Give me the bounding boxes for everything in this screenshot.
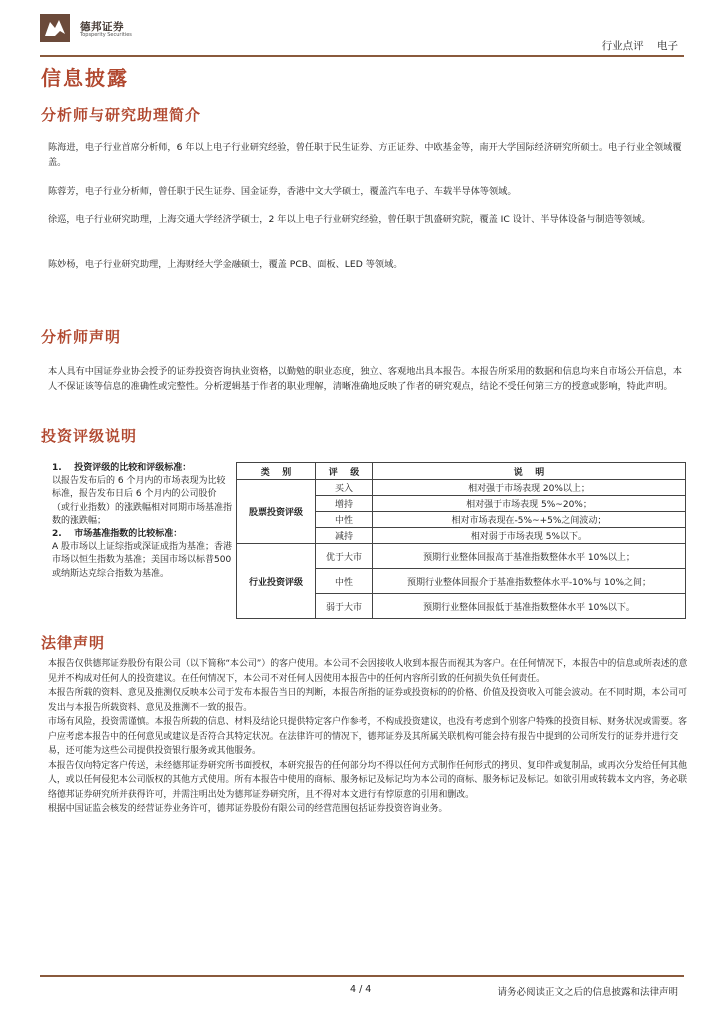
legal-statement xyxy=(48,657,688,817)
footer-disclaimer: 请务必阅读正文之后的信息披露和法律声明 xyxy=(497,987,678,998)
footer-divider xyxy=(40,975,684,977)
table-header-level: 评 级 xyxy=(316,463,373,480)
rating-desc: 预期行业整体回报高于基准指数整体水平 10%以上； xyxy=(373,544,686,569)
rating-desc: 相对强于市场表现 5%~20%； xyxy=(373,496,686,512)
industry-rating-category: 行业投资评级 xyxy=(237,544,316,619)
rating-desc: 相对市场表现在-5%~+5%之间波动； xyxy=(373,512,686,528)
page-number: 4 / 4 xyxy=(350,984,372,995)
rating-table xyxy=(236,462,686,619)
analyst-statement-text: 本人具有中国证券业协会授予的证券投资咨询执业资格，以勤勉的职业态度，独立、客观地出具本报告。本报告所采用的数据和信息均来自市场公开信息，本人不保证该等信息的准确性或完整性。分析逻辑基于作者的职业理解，清晰准确地反映了作者的研究观点，结论不受任何第三方的授意或影响，特此声明。 xyxy=(48,366,682,392)
rating-level: 弱于大市 xyxy=(316,594,373,619)
section-heading-rating: 投资评级说明 xyxy=(41,427,138,445)
rating-criteria xyxy=(52,462,234,617)
rating-criteria-title-1: 1. 投资评级的比较和评级标准： xyxy=(52,463,192,473)
analyst-bio-3: 徐巡，电子行业研究助理，上海交通大学经济学硕士，2 年以上电子行业研究经验，曾任职于凯盛研究院，覆盖 IC 设计、半导体设备与制造等领域。 xyxy=(48,214,651,225)
rating-desc: 预期行业整体回报介于基准指数整体水平-10%与 10%之间； xyxy=(373,569,686,594)
rating-desc: 相对弱于市场表现 5%以下。 xyxy=(373,528,686,544)
rating-desc: 相对强于市场表现 20%以上； xyxy=(373,480,686,496)
table-row xyxy=(237,480,686,496)
section-heading-analyst-intro: 分析师与研究助理简介 xyxy=(41,106,202,124)
table-header-desc: 说 明 xyxy=(373,463,686,480)
legal-paragraph: 本报告所载的资料、意见及推测仅反映本公司于发布本报告当日的判断，本报告所指的证券或投资标的的价格、价值及投资收入可能会波动。在不同时期，本公司可发出与本报告所载资料、意见及推测不一致的报告。 xyxy=(48,688,687,713)
analyst-bio-1: 陈海进，电子行业首席分析师，6 年以上电子行业研究经验，曾任职于民生证券、方正证券、中欧基金等，南开大学国际经济研究所硕士。电子行业全领域覆盖。 xyxy=(48,142,682,168)
section-heading-legal: 法律声明 xyxy=(41,634,106,652)
stock-rating-category: 股票投资评级 xyxy=(237,480,316,544)
logo-subtitle: Topsperity Securities xyxy=(80,32,132,38)
table-header-row xyxy=(237,463,686,480)
rating-level: 减持 xyxy=(316,528,373,544)
rating-criteria-text-1: 以报告发布后的 6 个月内的市场表现为比较标准，报告发布日后 6 个月内的公司股价（或行业指数）的涨跌幅相对同期市场基准指数的涨跌幅； xyxy=(52,476,233,526)
rating-level: 增持 xyxy=(316,496,373,512)
analyst-bio-4: 陈妙杨，电子行业研究助理，上海财经大学金融硕士，覆盖 PCB、面板、LED 等领域。 xyxy=(48,259,403,270)
legal-paragraph: 本报告仅向特定客户传送，未经德邦证券研究所书面授权，本研究报告的任何部分均不得以任何方式制作任何形式的拷贝、复印件或复制品，或再次分发给任何其他人，或以任何侵犯本公司版权的其他方式使用。所有本报告中使用的商标、服务标记及标记均为本公司的商标、服务标记及标记。如欲引用或转载本文内容，务必联络德邦证券研究所并获得许可，并需注明出处为德邦证券研究所，且不得对本文进行有悖原意的引用和删改。 xyxy=(48,760,687,800)
rating-level: 中性 xyxy=(316,512,373,528)
analyst-bio-2: 陈蓉芳，电子行业分析师，曾任职于民生证券、国金证券，香港中文大学硕士，覆盖汽车电子、车载半导体等领域。 xyxy=(48,186,517,197)
rating-criteria-text-2: A 股市场以上证综指或深证成指为基准；香港市场以恒生指数为基准；美国市场以标普500或纳斯达克综合指数为基准。 xyxy=(52,542,233,579)
logo-name: 德邦证券 xyxy=(80,21,124,33)
rating-level: 中性 xyxy=(316,569,373,594)
header-divider xyxy=(40,55,684,57)
page-header xyxy=(0,0,724,60)
rating-block xyxy=(52,462,686,617)
header-category: 行业点评 电子 xyxy=(601,40,678,52)
table-header-category: 类 别 xyxy=(237,463,316,480)
legal-paragraph: 根据中国证监会核发的经营证券业务许可，德邦证券股份有限公司的经营范围包括证券投资咨询业务。 xyxy=(48,804,448,814)
legal-paragraph: 本报告仅供德邦证券股份有限公司（以下简称“本公司”）的客户使用。本公司不会因接收人收到本报告而视其为客户。在任何情况下，本报告中的信息或所表述的意见并不构成对任何人的投资建议。在任何情况下，本公司不对任何人因使用本报告中的任何内容所引致的任何损失负任何责任。 xyxy=(48,659,688,684)
company-logo-icon xyxy=(40,14,70,42)
rating-desc: 预期行业整体回报低于基准指数整体水平 10%以下。 xyxy=(373,594,686,619)
legal-paragraph: 市场有风险，投资需谨慎。本报告所载的信息、材料及结论只提供特定客户作参考，不构成投资建议，也没有考虑到个别客户特殊的投资目标、财务状况或需要。客户应考虑本报告中的任何意见或建议是否符合其特定状况。在法律许可的情况下，德邦证券及其所属关联机构可能会持有报告中提到的公司所发行的证券并进行交易，还可能为这些公司提供投资银行服务或其他服务。 xyxy=(48,717,687,756)
rating-level: 买入 xyxy=(316,480,373,496)
page-title: 信息披露 xyxy=(41,66,129,90)
rating-level: 优于大市 xyxy=(316,544,373,569)
rating-criteria-title-2: 2. 市场基准指数的比较标准： xyxy=(52,529,183,540)
section-heading-analyst-statement: 分析师声明 xyxy=(41,328,122,346)
table-row xyxy=(237,544,686,569)
